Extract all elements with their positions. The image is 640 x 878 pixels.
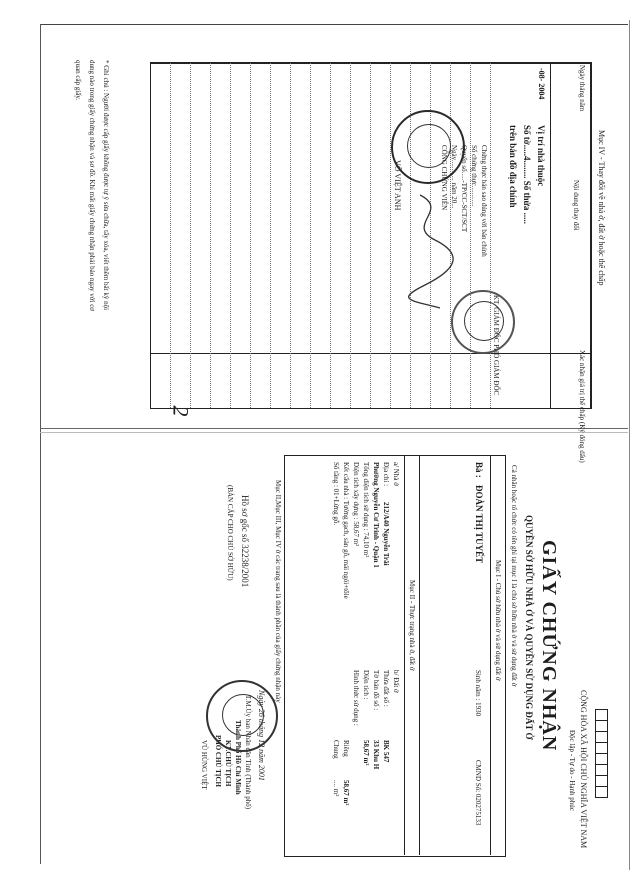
certification-line-2: Số chứng thực............ (470, 145, 478, 207)
house-structure: Kết cấu nhà : Tường gạch, sàn gỗ, mái ngói+tôle (342, 462, 350, 599)
house-address-label: Địa chỉ : (382, 462, 390, 487)
land-heading: b/ Đất ở (392, 670, 400, 693)
issued-to-owner: (BẢN CẤP CHO CHỦ SỞ HỮU) (226, 485, 234, 581)
land-map-value: 33 Khu H (372, 740, 380, 770)
chairman-signer-name: VŨ HÙNG VIỆT (200, 740, 208, 790)
official-stamp-text: KT. GIÁM ĐỐC PHÓ GIÁM ĐỐC (492, 295, 500, 396)
file-number: Hồ sơ gốc số 32238/2001 (240, 495, 250, 588)
house-address-value: 212/A40 Nguyễn Trãi (382, 502, 390, 566)
serial-number-boxes (595, 710, 608, 798)
house-total-area: Tổng diện tích sử dụng : 74,10 m² (362, 462, 370, 558)
certificate-intro: Cá nhân hoặc tổ chức có tên ghi tại mục I là chủ sở hữu nhà ở và sử dụng đất ở (510, 465, 518, 687)
section-title-muc-ii: Mục II - Thực trạng nhà ở, đất ở (408, 580, 416, 671)
certificate-front (73, 440, 618, 860)
changes-section (105, 50, 610, 463)
certification-line-3: Quyển số.....-TP/CC-SCT/SCT (460, 145, 468, 233)
signature-scribble (400, 190, 460, 310)
notes-block (50, 60, 110, 420)
official-seal-stamp (451, 290, 515, 354)
col-header-confirm: Xác nhận giá trị thế chấp (Ký đóng dấu) (578, 350, 586, 463)
land-use-label: Hình thức sử dụng : (352, 670, 360, 726)
owner-id-number: CMND Số: 020275133 (474, 760, 482, 826)
col-header-content: Nội dung thay đổi (572, 180, 580, 231)
house-build-area: Diện tích xây dựng : 58,67 m² (352, 462, 360, 547)
note-line-1: * Ghi chú : Người được cấp giấy không được tự ý sửa chữa, tẩy xóa, viết thêm bất kỳ nội (102, 60, 110, 311)
page-edge-left (40, 24, 41, 864)
change-line-1: Vị trí nhà thuộc (536, 125, 546, 187)
land-area-label: Diện tích : (362, 670, 370, 700)
changes-table (150, 62, 592, 409)
certificate-subtitle: QUYỀN SỞ HỮU NHÀ Ở VÀ QUYỀN SỬ DỤNG ĐẤT Ở (524, 515, 534, 740)
change-line-3: trên bản đồ địa chính (508, 125, 518, 208)
land-own-label: Riêng (342, 740, 350, 757)
note-line-3: quan cấp giấy. (74, 60, 82, 101)
owner-label: Bà : (474, 462, 484, 478)
note-line-2: dung nào trong giấy chứng nhận và sơ đồ. Khi mất giấy chứng nhận phải báo ngay với cơ (88, 60, 96, 312)
land-lot-label: Thửa đất số : (382, 670, 390, 707)
owner-name: ĐOÀN THỊ TUYẾT (474, 485, 484, 564)
page-edge-right (629, 20, 630, 870)
change-date: -08- 2004 (537, 68, 546, 100)
authority-line-3: KT.CHỦ TỊCH (224, 740, 232, 787)
owner-birth-year: Sinh năm : 1930 (474, 670, 482, 717)
certification-line-5: CÔNG CHỨNG VIÊN (440, 145, 448, 211)
certification-line-1: Chứng thực bản sao đúng với bản chính (480, 145, 488, 257)
city-seal-stamp (206, 680, 278, 752)
authority-line-4: PHÓ CHỦ TỊCH (214, 735, 222, 787)
certificate-content-frame (284, 455, 506, 857)
issue-date: Ngày 26 tháng 12 năm 2001 (257, 690, 266, 781)
handwritten-mark: 2 (168, 405, 194, 417)
land-own-value: 58,67 m² (342, 780, 350, 806)
page-edge-top (40, 24, 628, 25)
authority-line-1: T.M.Ủy ban Nhân dân Tỉnh (Thành phố) (244, 695, 252, 810)
house-heading: a/ Nhà ở (392, 462, 400, 486)
land-lot-value: BK 547 (382, 740, 390, 763)
house-ward: Phường Nguyễn Cư Trinh - Quận 1 (372, 462, 380, 568)
change-line-2: Số tờ.....4........ Số thửa ..... (522, 125, 532, 224)
land-shared-value: .... m² (332, 780, 340, 797)
certification-line-4: Ngày............ năm 20... (450, 145, 458, 209)
country-motto: Độc lập - Tự do - Hạnh phúc (568, 730, 576, 811)
notary-seal-stamp (391, 110, 465, 184)
col-header-date: Ngày tháng năm (578, 65, 586, 112)
land-map-label: Tờ bản đồ số : (372, 670, 380, 711)
authority-line-2: Thành Phố Hồ Chí Minh (234, 720, 242, 795)
certificate-title: GIẤY CHỨNG NHẬN (538, 540, 560, 752)
section-title-muc-iv: Mục IV - Thay đổi về nhà ở, đất ở hoặc thế chấp (597, 130, 606, 286)
footer-note: Mục II,Mục III, Mục IV ở các trang sau là thành phần của giấy chứng nhận này (274, 480, 282, 703)
country-name: CỘNG HÒA XÃ HỘI CHỦ NGHĨA VIỆT NAM (579, 690, 588, 849)
section-title-muc-i: Mục I - Chủ sở hữu nhà ở và sử dụng đất ở (494, 560, 502, 681)
notary-signer-name: VÕ VIỆT ANH (393, 160, 402, 211)
page-fold-line (40, 428, 628, 429)
land-area-value: 58,67 m² (362, 740, 370, 766)
page-fold-shadow (40, 432, 628, 433)
house-floors: Số tầng : 01+Lửng gỗ. (332, 462, 340, 526)
land-shared-label: Chung (332, 740, 340, 759)
